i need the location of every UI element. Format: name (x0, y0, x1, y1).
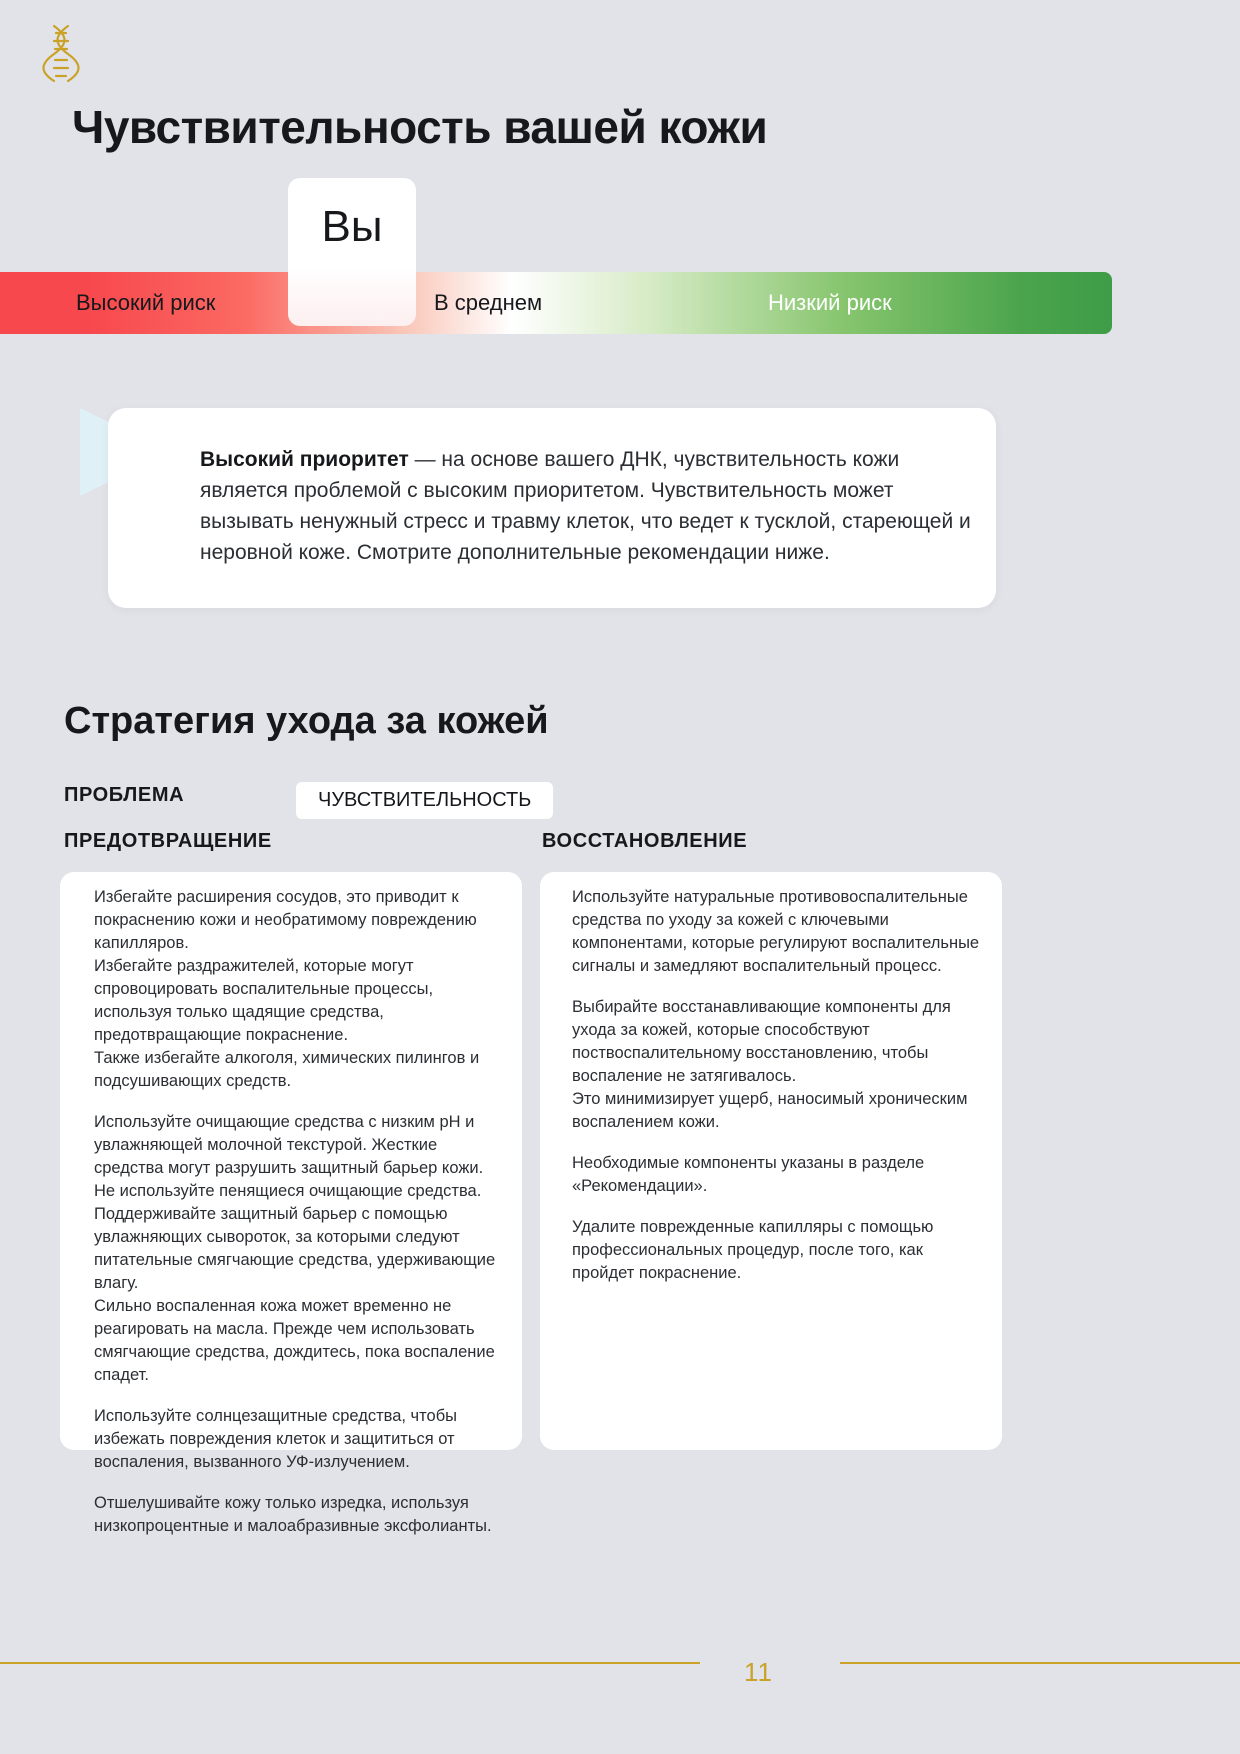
paragraph: Необходимые компоненты указаны в разделе «Рекомендации». (572, 1154, 925, 1195)
column-heading-prevention: ПРЕДОТВРАЩЕНИЕ (64, 830, 272, 852)
paragraph: Отшелушивайте кожу только изредка, используя низкопроцентные и малоабразивные эксфолианты. (94, 1494, 492, 1535)
risk-label-high: Высокий риск (76, 290, 216, 315)
prevention-card-text (94, 886, 508, 1538)
paragraph: Используйте солнцезащитные средства, чтобы избежать повреждения клеток и защититься от воспаления, вызванного УФ-излучением. (94, 1407, 458, 1471)
paragraph: Используйте натуральные противовоспалительные средства по уходу за кожей с ключевыми компонентами, которые регулируют воспалительные сигналы и замедляют воспалительный процесс. (572, 888, 980, 975)
paragraph: Используйте очищающие средства с низким pH и увлажняющей молочной текстурой. Жесткие средства могут разрушить защитный барьер кожи. Не используйте пенящиеся очищающие средства. Поддерживайте защитный барьер с помощью увлажняющих сывороток, за которыми следуют питательные смягчающие средства, удерживающие влагу. Сильно воспаленная кожа может временно не реагировать на масла. Прежде чем использовать смягчающие средства, дождитесь, пока воспаление спадет. (94, 1113, 496, 1384)
section-title: Стратегия ухода за кожей (64, 700, 549, 742)
paragraph: Удалите поврежденные капилляры с помощью профессиональных процедур, после того, как пройдет покраснение. (572, 1218, 934, 1282)
risk-scale (0, 202, 1112, 334)
you-marker-label: Вы (321, 202, 383, 251)
risk-label-low: Низкий риск (768, 290, 892, 315)
recovery-card-text (572, 886, 986, 1285)
priority-callout-body: — на основе вашего ДНК, чувствительность кожи является проблемой с высоким приоритетом. Чувствительность может вызывать ненужный стресс и травму клеток, что ведет к тусклой, стареющей и неровной коже. Смотрите дополнительные рекомендации ниже. (200, 448, 971, 564)
paragraph: Избегайте расширения сосудов, это приводит к покраснению кожи и необратимому повреждению капилляров. Избегайте раздражителей, которые могут спровоцировать воспалительные процессы, используя только щадящие средства, предотвращающие покраснение. Также избегайте алкоголя, химических пилингов и подсушивающих средств. (94, 888, 480, 1090)
problem-value-chip: ЧУВСТВИТЕЛЬНОСТЬ (296, 782, 553, 819)
page-title: Чувствительность вашей кожи (72, 101, 768, 153)
column-heading-recovery: ВОССТАНОВЛЕНИЕ (542, 830, 748, 852)
footer-rule-right (840, 1662, 1240, 1664)
risk-label-mid: В среднем (434, 290, 543, 315)
problem-label: ПРОБЛЕМА (64, 784, 185, 806)
footer-rule-left (0, 1662, 700, 1664)
dna-helix-icon (34, 22, 88, 84)
paragraph: Выбирайте восстанавливающие компоненты для ухода за кожей, которые способствуют поствоспалительному восстановлению, чтобы воспаление не затягивалось. Это минимизирует ущерб, наносимый хроническим воспалением кожи. (572, 998, 968, 1131)
priority-callout-text (200, 444, 972, 568)
page-number: 11 (744, 1657, 773, 1687)
you-marker (288, 178, 416, 326)
priority-callout-lead: Высокий приоритет (200, 448, 409, 471)
